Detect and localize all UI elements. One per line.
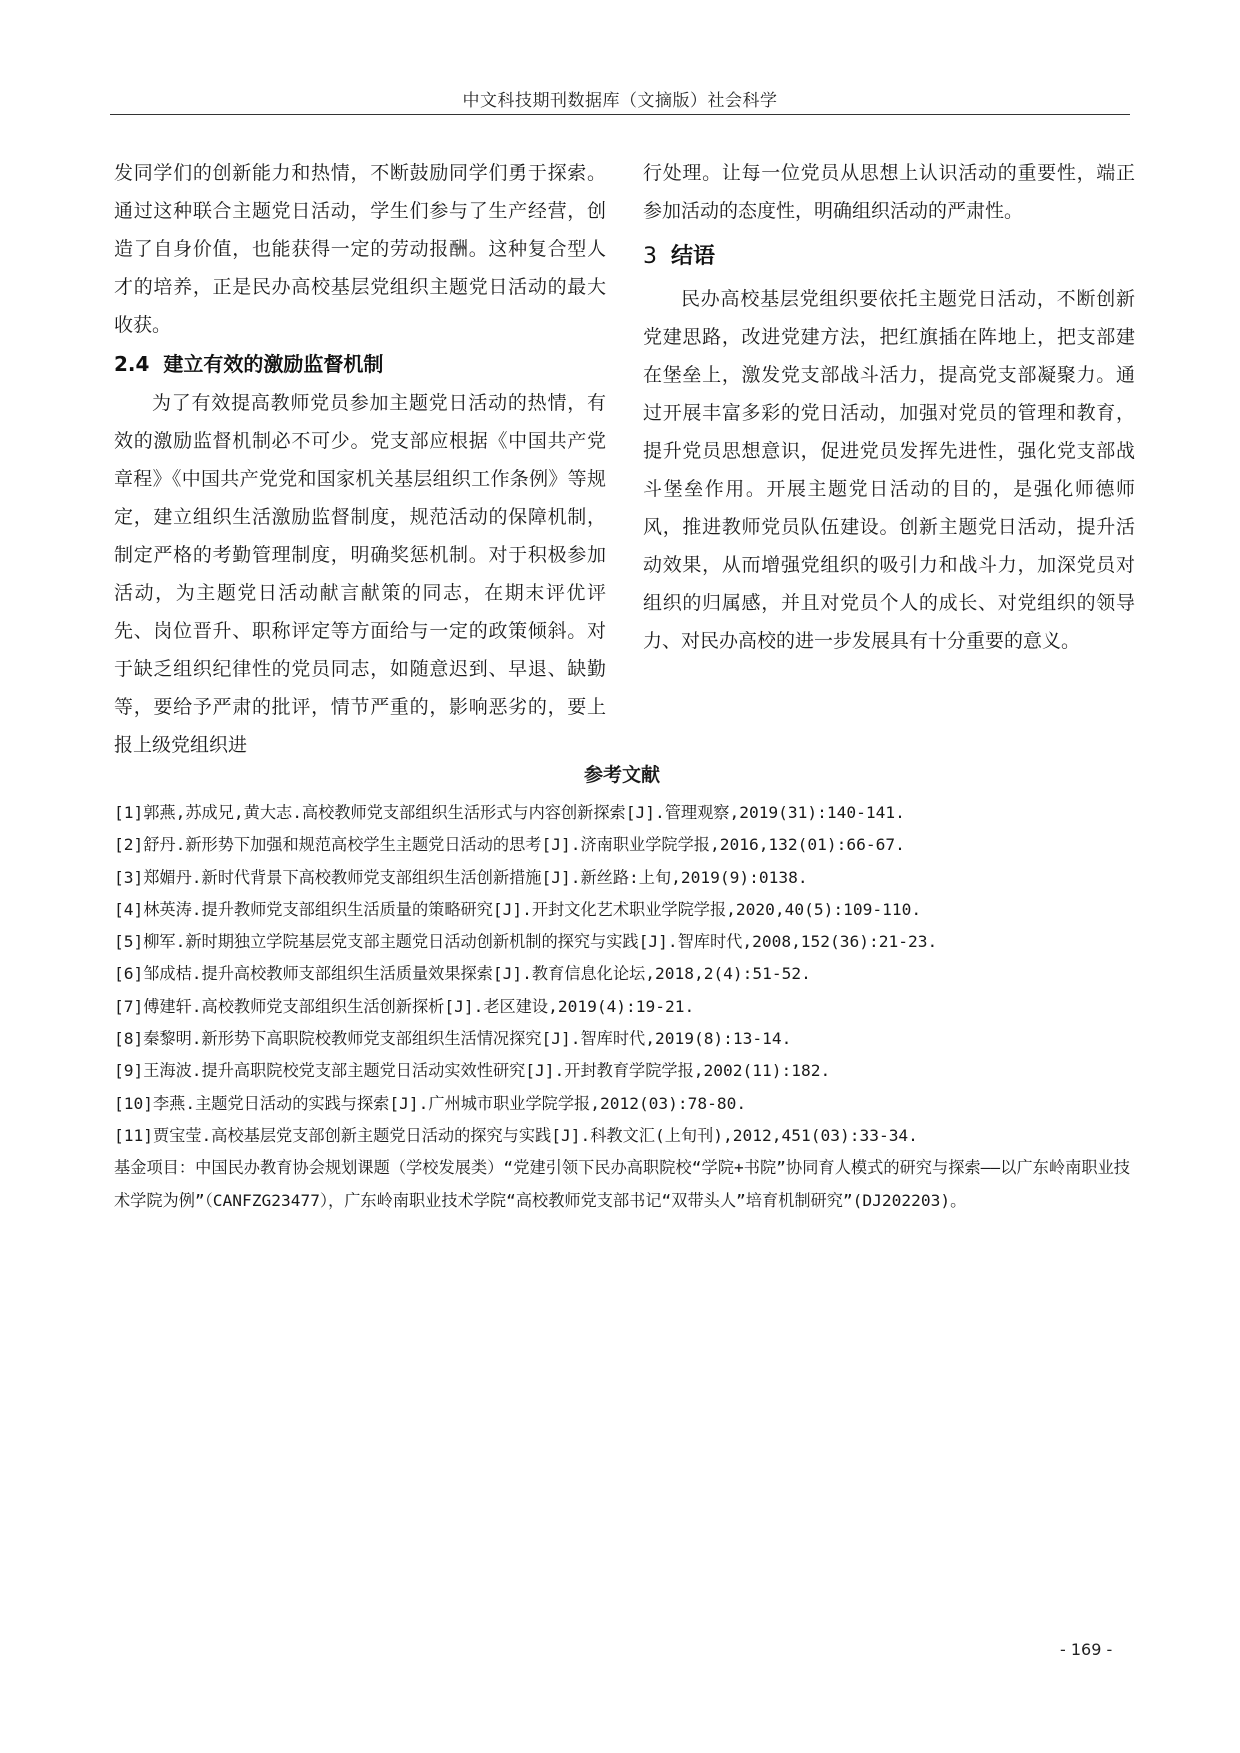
- journal-header: 中文科技期刊数据库（文摘版）社会科学: [462, 91, 778, 111]
- conclusion-paragraph: 民办高校基层党组织要依托主题党日活动，不断创新党建思路，改进党建方法，把红旗插在阵地上，把支部建在堡垒上，激发党支部战斗活力，提高党支部凝聚力。通过开展丰富多彩的党日活动，加强对党员的管理和教育，提升党员思想意识，促进党员发挥先进性，强化党支部战斗堡垒作用。开展主题党日活动的目的，是强化师德师风，推进教师党员队伍建设。创新主题党日活动，提升活动效果，从而增强党组织的吸引力和战斗力，加深党员对组织的归属感，并且对党员个人的成长、对党组织的领导力、对民办高校的进一步发展具有十分重要的意义。: [643, 288, 1135, 652]
- reference-item: [9]王海波.提升高职院校党支部主题党日活动实效性研究[J].开封教育学院学报,2002(11):182.: [114, 1061, 831, 1081]
- header-rule: [110, 114, 1130, 115]
- page-number: - 169 -: [1060, 1640, 1113, 1659]
- reference-item: [11]贾宝莹.高校基层党支部创新主题党日活动的探究与实践[J].科教文汇(上旬刊),2012,451(03):33-34.: [114, 1125, 918, 1145]
- section-2-4-title: 建立有效的激励监督机制: [163, 352, 384, 376]
- section-3-title: 结语: [671, 244, 716, 269]
- left-column: [114, 154, 606, 764]
- reference-item: [10]李燕.主题党日活动的实践与探索[J].广州城市职业学院学报,2012(03):78-80.: [114, 1093, 747, 1113]
- section-2-4-number: 2.4: [114, 352, 150, 376]
- reference-item: [6]邹成桔.提升高校教师支部组织生活质量效果探索[J].教育信息化论坛,2018,2(4):51-52.: [114, 964, 811, 984]
- references-section: [114, 757, 1130, 1217]
- right-continued-paragraph: 行处理。让每一位党员从思想上认识活动的重要性，端正参加活动的态度性，明确组织活动的严肃性。: [643, 162, 1135, 222]
- reference-item: [1]郭燕,苏成兄,黄大志.高校教师党支部组织生活形式与内容创新探索[J].管理观察,2019(31):140-141.: [114, 803, 905, 822]
- references-title: 参考文献: [583, 764, 660, 786]
- section-3-heading: [643, 234, 1135, 280]
- reference-item: [4]林英涛.提升教师党支部组织生活质量的策略研究[J].开封文化艺术职业学院学报,2020,40(5):109-110.: [114, 899, 922, 919]
- section-2-4-paragraph: 为了有效提高教师党员参加主题党日活动的热情，有效的激励监督机制必不可少。党支部应根据《中国共产党章程》《中国共产党党和国家机关基层组织工作条例》等规定，建立组织生活激励监督制度，规范活动的保障机制，制定严格的考勤管理制度，明确奖惩机制。对于积极参加活动，为主题党日活动献言献策的同志，在期末评优评先、岗位晋升、职称评定等方面给与一定的政策倾斜。对于缺乏组织纪律性的党员同志，如随意迟到、早退、缺勤等，要给予严肃的批评，情节严重的，影响恶劣的，要上报上级党组织进: [114, 392, 606, 756]
- reference-item: [5]柳军.新时期独立学院基层党支部主题党日活动创新机制的探究与实践[J].智库时代,2008,152(36):21-23.: [114, 932, 938, 952]
- left-continued-paragraph: 发同学们的创新能力和热情，不断鼓励同学们勇于探索。通过这种联合主题党日活动，学生们参与了生产经营，创造了自身价值，也能获得一定的劳动报酬。这种复合型人才的培养，正是民办高校基层党组织主题党日活动的最大收获。: [114, 162, 606, 336]
- section-3-number: 3: [643, 244, 657, 269]
- reference-item: [2]舒丹.新形势下加强和规范高校学生主题党日活动的思考[J].济南职业学院学报,2016,132(01):66-67.: [114, 835, 905, 855]
- reference-item: [7]傅建轩.高校教师党支部组织生活创新探析[J].老区建设,2019(4):19-21.: [114, 996, 695, 1016]
- section-2-4-heading: [114, 344, 606, 384]
- reference-item: [8]秦黎明.新形势下高职院校教师党支部组织生活情况探究[J].智库时代,2019(8):13-14.: [114, 1029, 792, 1049]
- reference-item: [3]郑媚丹.新时代背景下高校教师党支部组织生活创新措施[J].新丝路:上旬,2019(9):0138.: [114, 867, 808, 887]
- funding-note: 基金项目：中国民办教育协会规划课题（学校发展类）“党建引领下民办高职院校“学院+书院”协同育人模式的研究与探索——以广东岭南职业技术学院为例”（CANFZG23477），广东岭南职业技术学院“高校教师党支部书记“双带头人”培育机制研究”(DJ202203)。: [114, 1158, 1130, 1210]
- right-column: [643, 154, 1135, 660]
